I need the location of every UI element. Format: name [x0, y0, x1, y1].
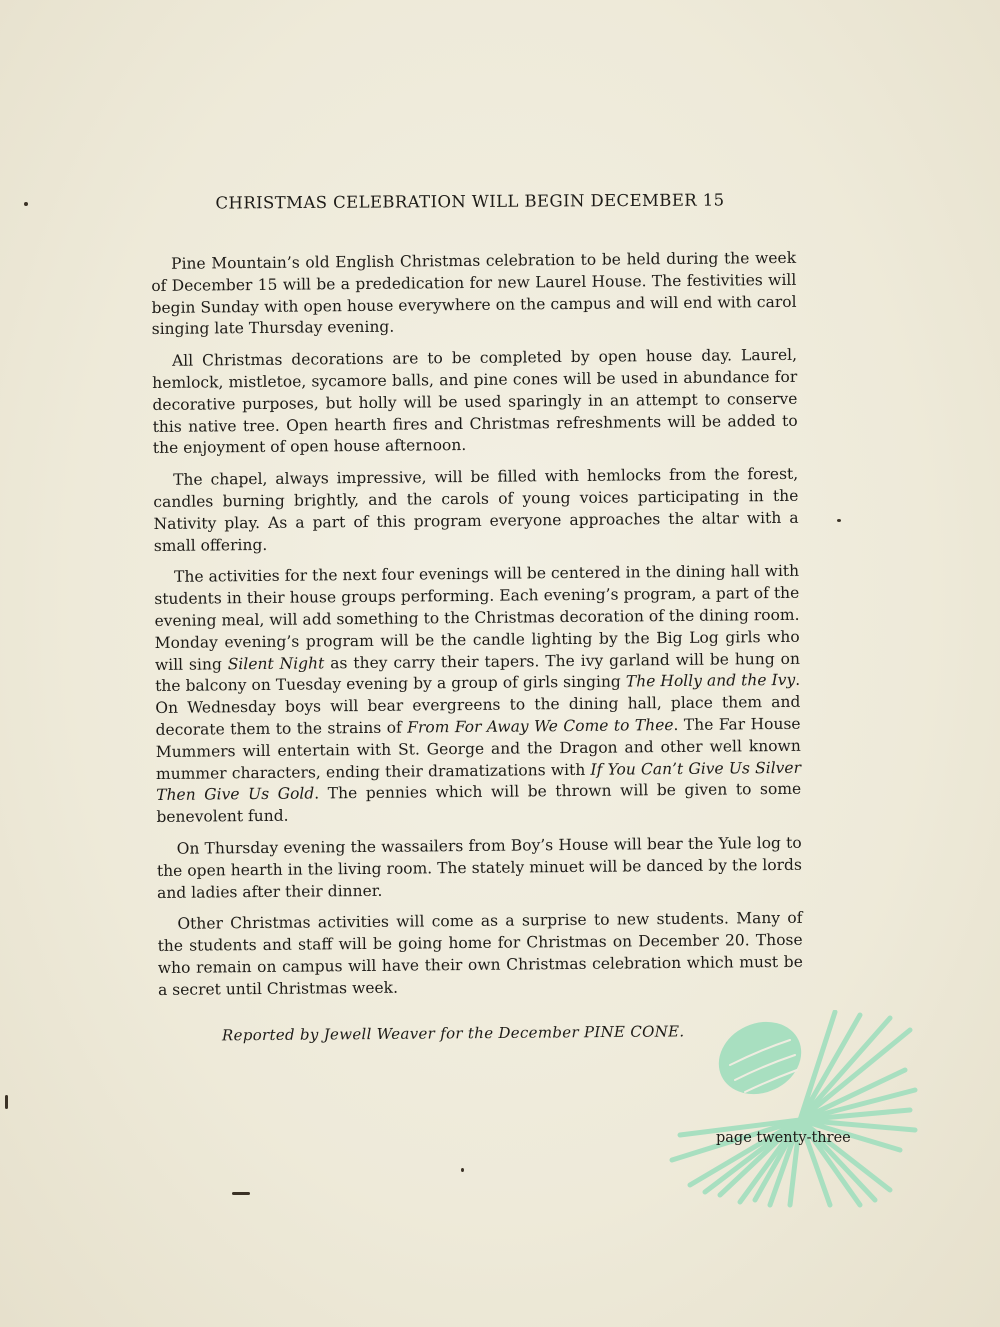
paper-speck — [837, 519, 841, 522]
pine-cone-illustration — [660, 1010, 920, 1210]
paragraph-decorations: All Christmas decorations are to be completed by open house day. Laurel, hemlock, mistletoe, sycamore balls, and pine cones will be used in abundance for decorative purposes, but holly will be used sparingly in an attempt to conserve this native tree. Open hearth fires and Christmas refreshments will be added to the enjoyment of open house afternoon. — [152, 345, 798, 458]
text-run: . On Wednesday boys will bear evergreens to the dining hall, place them and decorate them to the strains of — [155, 671, 801, 739]
pine-cone-shape — [708, 1010, 813, 1107]
paragraph-chapel: The chapel, always impressive, will be filled with hemlocks from the forest, candles burning brightly, and the carols of young voices participating in the Nativity play. As a part of this program everyone approaches the altar with a small offering. — [153, 464, 799, 555]
text-run: . The Far House Mummers will entertain with St. George and the Dragon and other well known mummer characters, ending their dramatizations with — [155, 714, 801, 783]
paragraph-open-house: Pine Mountain’s old English Christmas celebration to be held during the week of December 15 will be a prededication for new Laurel House. The festivities will begin Sunday with open house everywhere on the campus and will end with carol singing late Thursday evening. — [151, 248, 797, 339]
paragraph-evening-activities — [154, 561, 801, 829]
paragraph-other-activities: Other Christmas activities will come as a surprise to new students. Many of the students and staff will be going home for Christmas on December 20. Those who remain on campus will have their own Christmas celebration which must be a secret until Christmas week. — [157, 909, 803, 999]
article-heading: CHRISTMAS CELEBRATION WILL BEGIN DECEMBER 15 — [215, 190, 725, 213]
song-title-holly-and-ivy: The Holly and the Ivy — [625, 671, 796, 691]
article-body — [151, 248, 803, 1012]
text-run: The activities for the next four evenings will be centered in the dining hall with students in their house groups performing. Each evening’s program, a part of the evening meal, will add something to the Christmas decoration of the dining room. Monday evening’s program will be the candle lighting by the Big Log girls who will sing — [154, 562, 800, 674]
text-run: . The pennies which will be thrown will be given to some benevolent fund. — [156, 780, 802, 827]
paper-speck — [24, 202, 28, 206]
text-run: as they carry their tapers. The ivy garland will be hung on the balcony on Tuesday evening by a group of girls singing — [155, 649, 801, 696]
song-title-silver-and-gold: If You Can’t Give Us Silver Then Give Us Gold — [156, 758, 802, 805]
reporter-credit: Reported by Jewell Weaver for the December PINE CONE. — [221, 1022, 685, 1045]
song-title-from-far-away: From For Away We Come to Thee — [407, 715, 674, 737]
page-number: page twenty-three — [716, 1130, 851, 1146]
paper-speck — [232, 1192, 250, 1195]
song-title-silent-night: Silent Night — [227, 653, 325, 673]
paper-speck — [461, 1168, 464, 1172]
paragraph-yule-log: On Thursday evening the wassailers from Boy’s House will bear the Yule log to the open hearth in the living room. The stately minuet will be danced by the lords and ladies after their dinner. — [156, 833, 802, 902]
paper-speck — [5, 1095, 8, 1109]
